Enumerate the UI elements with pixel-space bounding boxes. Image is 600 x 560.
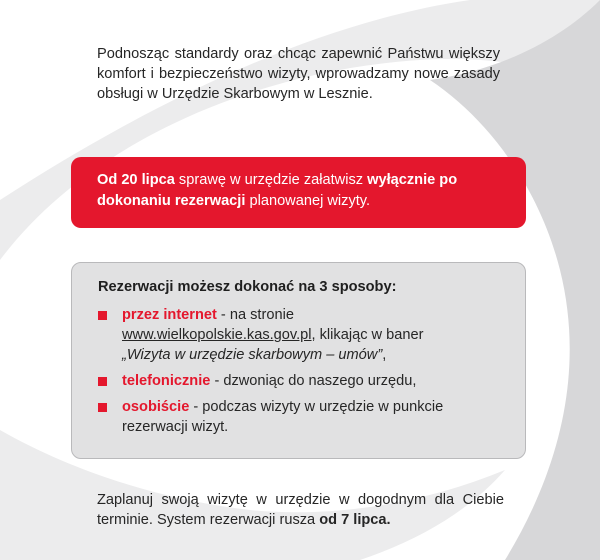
notice-only: wyłącznie po dokonaniu rezerwacji bbox=[97, 172, 458, 209]
reservation-methods-list bbox=[98, 305, 499, 437]
method-internet-text-2: , klikając w baner bbox=[311, 327, 424, 343]
notice-date: Od 20 lipca bbox=[97, 172, 175, 188]
method-internet bbox=[98, 305, 499, 365]
method-personal bbox=[98, 397, 499, 437]
reservation-methods-box bbox=[71, 262, 526, 459]
outro-paragraph bbox=[97, 490, 504, 530]
square-bullet-icon bbox=[98, 403, 107, 412]
kas-website-link[interactable]: www.wielkopolskie.kas.gov.pl bbox=[122, 327, 312, 343]
method-internet-text: - na stronie bbox=[216, 307, 294, 323]
reservation-notice-box bbox=[71, 157, 526, 228]
method-personal-text: - podczas wizyty w urzędzie w punkcie rezerwacji wizyt. bbox=[122, 399, 444, 435]
method-internet-label: przez internet bbox=[122, 307, 217, 323]
outro-text: Zaplanuj swoją wizytę w urzędzie w dogodnym dla Ciebie terminie. System rezerwacji rusza bbox=[97, 492, 504, 528]
outro-date: od 7 lipca. bbox=[319, 512, 391, 528]
notice-text-end: planowanej wizyty. bbox=[245, 193, 371, 209]
method-internet-text-3: , bbox=[382, 347, 387, 363]
notice-text: sprawę w urzędzie załatwisz bbox=[174, 172, 368, 188]
square-bullet-icon bbox=[98, 377, 107, 386]
square-bullet-icon bbox=[98, 311, 107, 320]
method-personal-label: osobiście bbox=[122, 399, 190, 415]
method-phone-text: - dzwoniąc do naszego urzędu, bbox=[210, 373, 417, 389]
reservation-methods-title: Rezerwacji możesz dokonać na 3 sposoby: bbox=[98, 279, 397, 295]
intro-paragraph: Podnosząc standardy oraz chcąc zapewnić Państwu większy komfort i bezpieczeństwo wizyty, wprowadzamy nowe zasady obsługi w Urzędzie Skarbowym w Lesznie. bbox=[97, 46, 500, 102]
banner-name: „Wizyta w urzędzie skarbowym – umów” bbox=[122, 347, 383, 363]
method-phone bbox=[98, 371, 499, 391]
method-phone-label: telefonicznie bbox=[122, 373, 211, 389]
